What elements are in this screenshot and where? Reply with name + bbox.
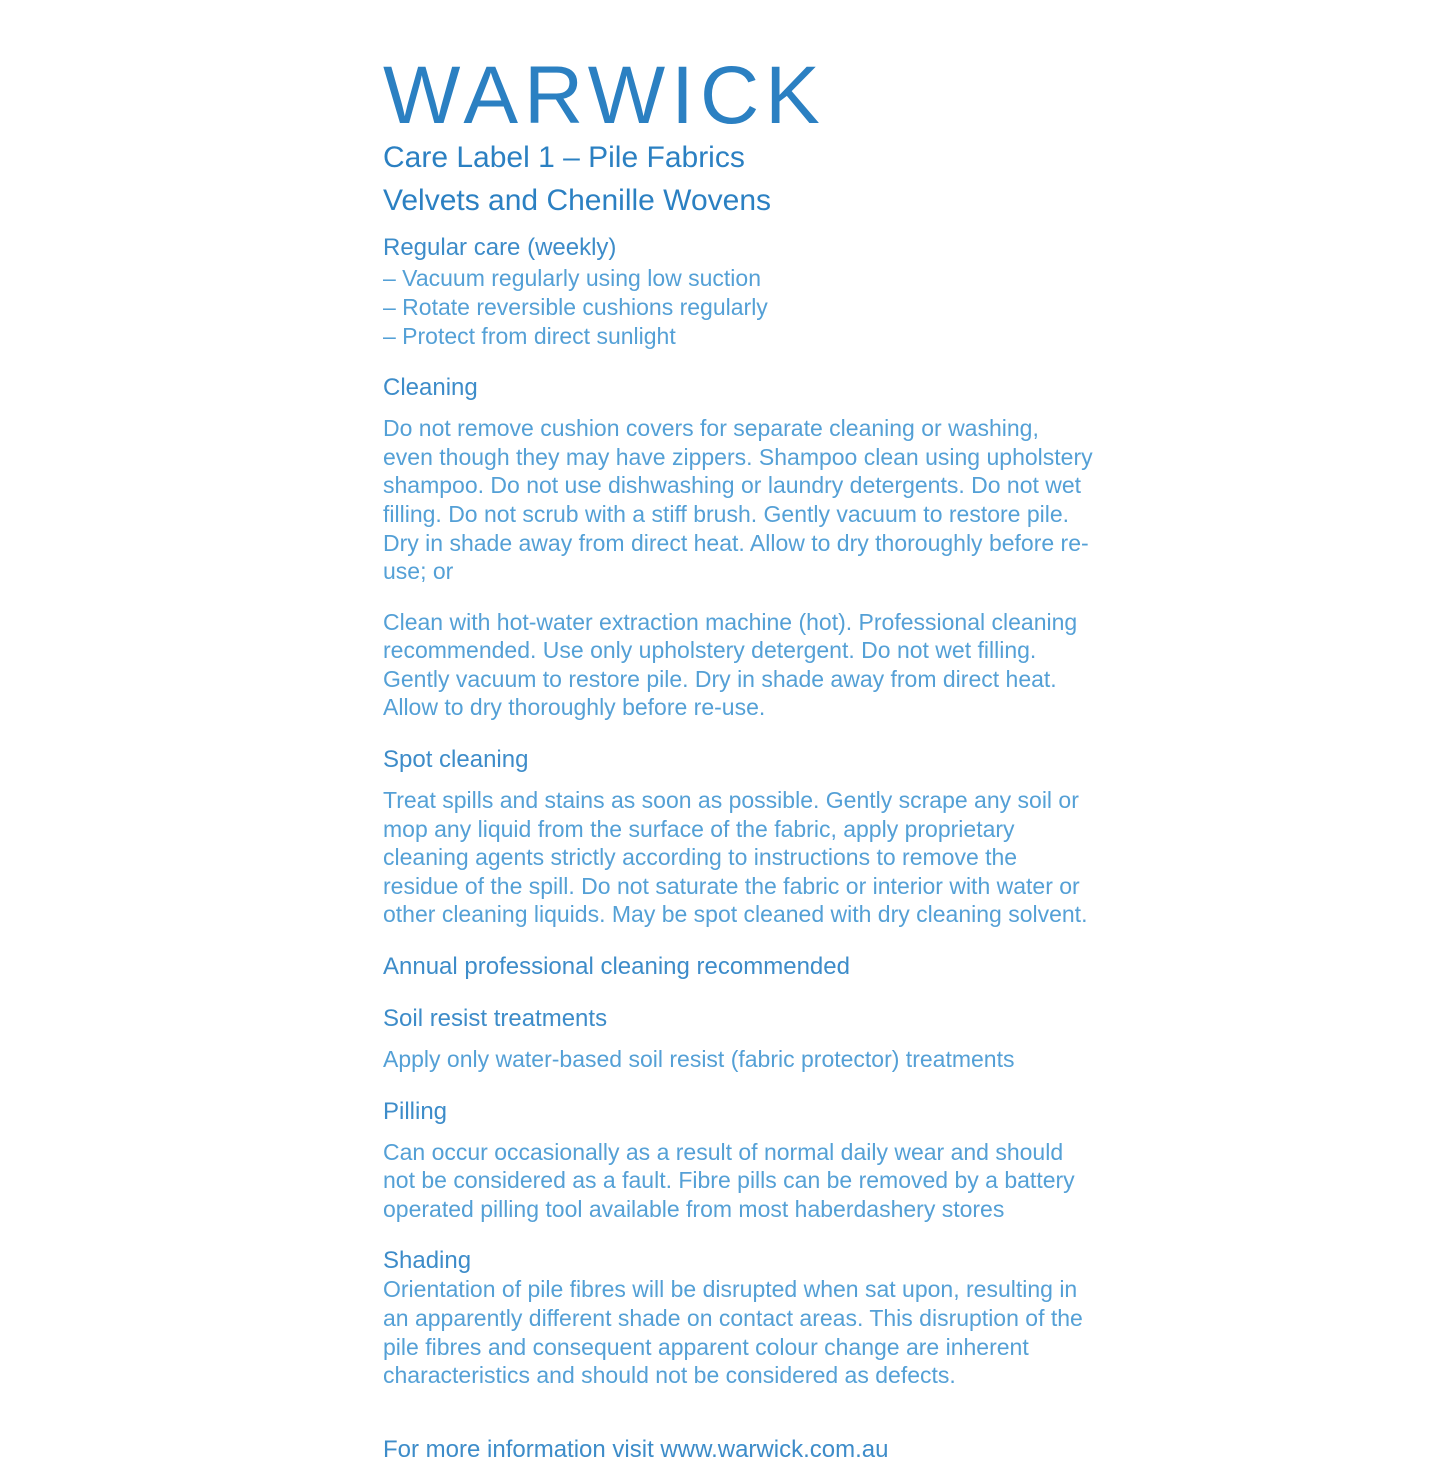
- paragraph-pilling: Can occur occasionally as a result of normal daily wear and should not be considered as a fault. Fibre pills can be removed by a battery operated pilling tool available from most haberdashery stores: [383, 1138, 1075, 1222]
- care-label-subtitle: Velvets and Chenille Wovens: [383, 184, 772, 218]
- paragraph-spot-cleaning: Treat spills and stains as soon as possible. Gently scrape any soil or mop any liquid from the surface of the fabric, apply proprietary cleaning agents strictly according to instructions to remove the residue of the spill. Do not saturate the fabric or interior with water or other cleaning liquids. May be spot cleaned with dry cleaning solvent.: [383, 787, 1088, 928]
- list-item: – Protect from direct sunlight: [383, 322, 676, 349]
- paragraph-cleaning-1: Do not remove cushion covers for separate cleaning or washing, even though they may have zippers. Shampoo clean using upholstery shampoo. Do not use dishwashing or laundry detergents. Do not wet filling. Do not scrub with a stiff brush. Gently vacuum to restore pile. Dry in shade away from direct heat. Allow to dry thoroughly before re-use; or: [383, 415, 1093, 585]
- care-label-title: Care Label 1 – Pile Fabrics: [383, 141, 745, 175]
- list-item: – Rotate reversible cushions regularly: [383, 293, 768, 320]
- paragraph-soil-resist: Apply only water-based soil resist (fabric protector) treatments: [383, 1046, 1015, 1073]
- paragraph-shading: Orientation of pile fibres will be disrupted when sat upon, resulting in an apparently different shade on contact areas. This disruption of the pile fibres and consequent apparent colour change are inherent characteristics and should not be considered as defects.: [383, 1276, 1083, 1389]
- section-heading-soil-resist: Soil resist treatments: [383, 1005, 608, 1033]
- section-heading-spot-cleaning: Spot cleaning: [383, 746, 529, 774]
- section-heading-cleaning: Cleaning: [383, 374, 478, 402]
- section-heading-regular-care: Regular care (weekly): [383, 234, 617, 262]
- more-information-note: For more information visit www.warwick.com.au: [383, 1435, 889, 1463]
- section-heading-annual-cleaning: Annual professional cleaning recommended: [383, 953, 850, 981]
- list-item: – Vacuum regularly using low suction: [383, 265, 761, 292]
- paragraph-cleaning-2: Clean with hot-water extraction machine (hot). Professional cleaning recommended. Use only upholstery detergent. Do not wet filling. Gently vacuum to restore pile. Dry in shade away from direct heat. Allow to dry thoroughly before re-use.: [383, 608, 1078, 721]
- care-label-content: [383, 50, 1095, 1464]
- section-heading-pilling: Pilling: [383, 1097, 448, 1125]
- regular-care-list: [383, 264, 1095, 350]
- warwick-logo: WARWICK: [383, 50, 826, 141]
- section-heading-shading: Shading: [383, 1247, 472, 1275]
